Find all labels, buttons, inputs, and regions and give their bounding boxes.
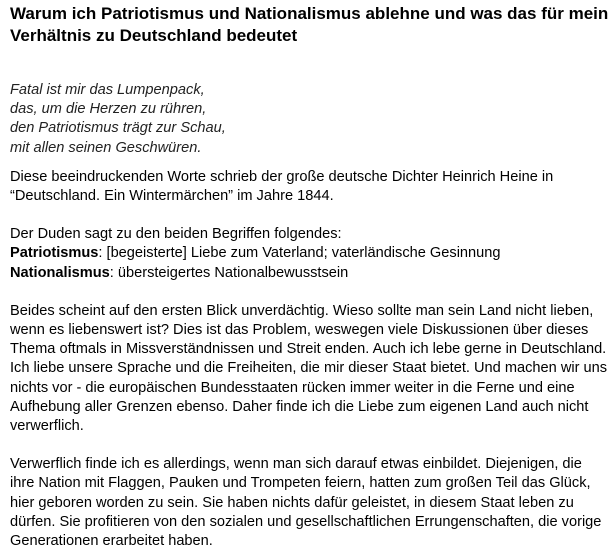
poem-quote [10,47,610,158]
article [10,0,610,551]
definition-text: : [begeisterte] Liebe zum Vaterland; vaterländische Gesinnung [98,245,501,262]
body-paragraph-1: Beides scheint auf den ersten Blick unverdächtig. Wieso sollte man sein Land nicht lieben, wenn es liebenswert ist? Dies ist das Problem, weswegen viele Diskussionen über dieses Thema oftmals in Missverständnissen und Streit enden. Auch ich lebe gerne in Deutschland. Ich liebe unsere Sprache und die Freiheiten, die mir dieser Staat bietet. Und machen wir uns nichts vor - die europäischen Bundesstaaten rücken immer weiter in die Ferne und eine Aufhebung aller Grenzen ebenso. Daher finde ich die Liebe zum eigenen Land auch nicht verwerflich. [10,302,608,435]
definition-text: : übersteigertes Nationalbewusstsein [109,264,349,281]
intro-paragraph: Diese beeindruckenden Worte schrieb der große deutsche Dichter Heinrich Heine in “Deutschland. Ein Wintermärchen” im Jahre 1844. [10,168,554,205]
definition-term: Nationalismus [10,264,110,281]
poem-line: das, um die Herzen zu rühren, [10,101,207,118]
definition-nationalismus [10,264,610,283]
poem-line: Fatal ist mir das Lumpenpack, [10,82,205,98]
poem-line: den Patriotismus trägt zur Schau, [10,120,226,137]
definition-list [10,244,610,282]
poem-line: mit allen seinen Geschwüren. [10,139,202,156]
definition-term: Patriotismus [10,245,99,262]
article-title: Warum ich Patriotismus und Nationalismus ablehne und was das für mein Verhältnis zu Deutschland bedeutet [10,4,609,45]
duden-definitions [10,225,610,283]
definition-patriotismus [10,244,610,263]
duden-intro: Der Duden sagt zu den beiden Begriffen folgendes: [10,226,342,243]
body-paragraph-2: Verwerflich finde ich es allerdings, wenn man sich darauf etwas einbildet. Diejenigen, die ihre Nation mit Flaggen, Pauken und Trompeten feiern, hatten zum großen Teil das Glück, hier geboren worden zu sein. Sie haben nichts dafür geleistet, in diesem Staat leben zu dürfen. Sie profitieren von den sozialen und gesellschaftlichen Errungenschaften, die vorige Generationen erarbeitet haben. [10,456,602,550]
